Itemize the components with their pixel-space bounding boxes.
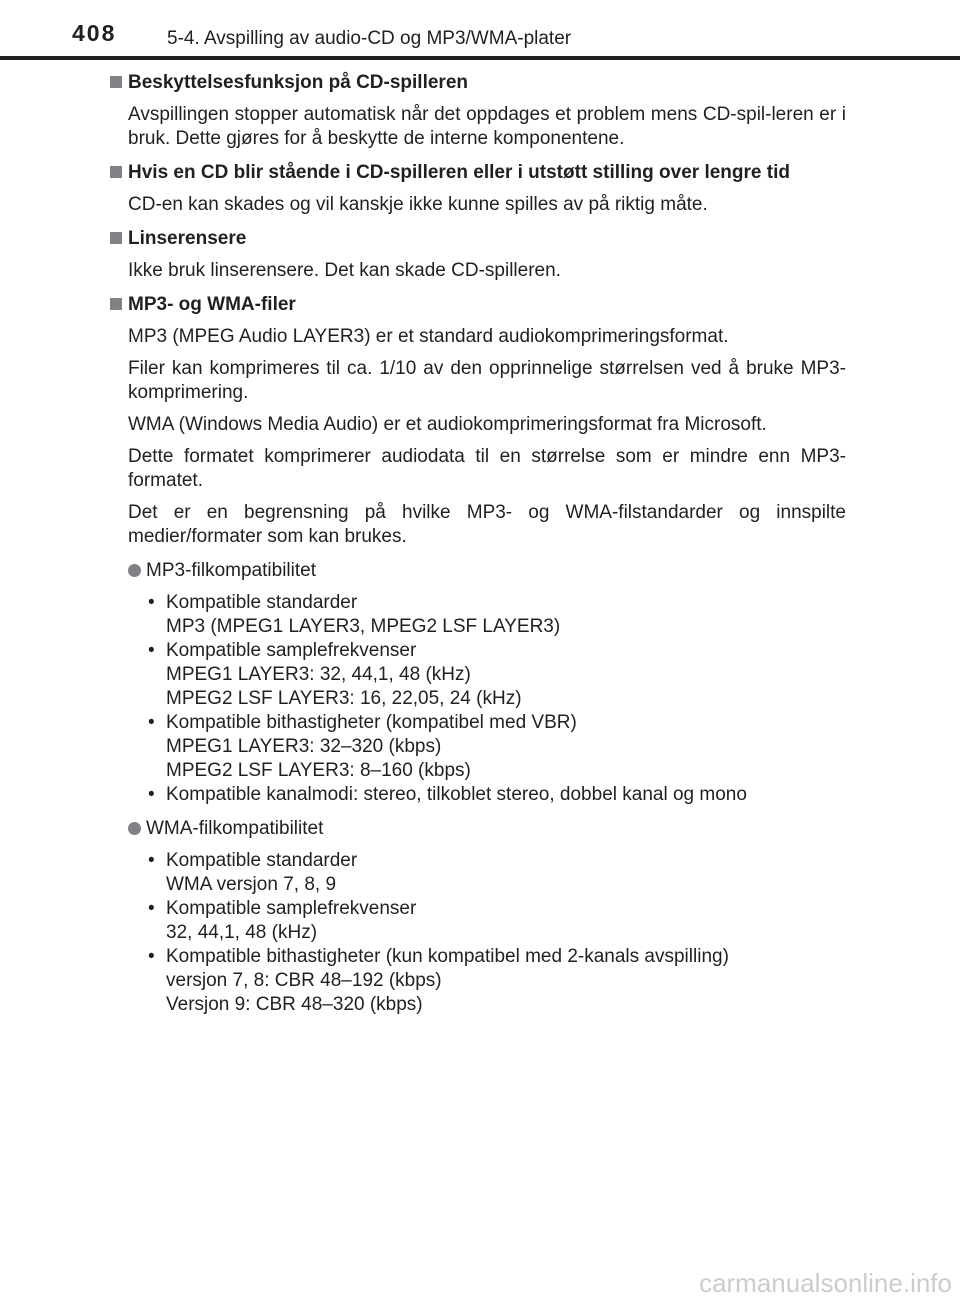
list-item <box>146 591 846 639</box>
mp3-compat-list <box>146 591 846 807</box>
circle-bullet-icon <box>128 822 141 835</box>
section-cd-protection <box>110 71 846 151</box>
paragraph: Ikke bruk linserensere. Det kan skade CD-spilleren. <box>128 260 561 281</box>
list-line: WMA versjon 7, 8, 9 <box>166 874 337 895</box>
paragraph: Dette formatet komprimerer audiodata til en størrelse som er mindre enn MP3-formatet. <box>128 446 846 491</box>
list-item <box>146 783 846 807</box>
list-line: Versjon 9: CBR 48–320 (kbps) <box>166 994 423 1015</box>
section-lens-cleaners <box>110 227 846 283</box>
list-line: Kompatible standarder <box>166 850 358 871</box>
list-item <box>146 945 846 1017</box>
list-line: Kompatible samplefrekvenser <box>166 898 417 919</box>
wma-compat-list <box>146 849 846 1017</box>
list-line: MPEG2 LSF LAYER3: 8–160 (kbps) <box>166 760 471 781</box>
square-bullet-icon <box>110 232 122 244</box>
header-rule <box>0 56 960 60</box>
bullet-dot-icon: • <box>148 946 155 967</box>
list-line: Kompatible bithastigheter (kompatibel med VBR) <box>166 712 577 733</box>
bullet-dot-icon: • <box>148 784 155 805</box>
chapter-title: 5-4. Avspilling av audio-CD og MP3/WMA-plater <box>167 28 572 49</box>
bullet-dot-icon: • <box>148 592 155 613</box>
section-title <box>110 71 846 95</box>
bullet-dot-icon: • <box>148 640 155 661</box>
paragraph: MP3 (MPEG Audio LAYER3) er et standard audiokomprimeringsformat. <box>128 326 729 347</box>
list-line: Kompatible standarder <box>166 592 358 613</box>
subsection-title: WMA-filkompatibilitet <box>146 818 324 839</box>
subsection-wma-compat <box>128 817 846 841</box>
square-bullet-icon <box>110 76 122 88</box>
section-mp3-wma <box>110 293 846 1017</box>
list-line: MPEG1 LAYER3: 32–320 (kbps) <box>166 736 442 757</box>
list-line: versjon 7, 8: CBR 48–192 (kbps) <box>166 970 442 991</box>
section-title-text: Hvis en CD blir stående i CD-spilleren eller i utstøtt stilling over lengre tid <box>128 162 790 183</box>
subsection-title: MP3-filkompatibilitet <box>146 560 316 581</box>
circle-bullet-icon <box>128 564 141 577</box>
list-line: Kompatible bithastigheter (kun kompatibel med 2-kanals avspilling) <box>166 946 729 967</box>
list-item <box>146 849 846 897</box>
list-line: 32, 44,1, 48 (kHz) <box>166 922 318 943</box>
list-item <box>146 897 846 945</box>
list-line: MP3 (MPEG1 LAYER3, MPEG2 LSF LAYER3) <box>166 616 561 637</box>
paragraph: Avspillingen stopper automatisk når det oppdages et problem mens CD-spil-leren er i bruk. Dette gjøres for å beskytte de interne komponentene. <box>128 104 846 149</box>
section-title-text: Linserensere <box>128 228 247 249</box>
list-line: Kompatible kanalmodi: stereo, tilkoblet stereo, dobbel kanal og mono <box>166 784 747 805</box>
paragraph: CD-en kan skades og vil kanskje ikke kunne spilles av på riktig måte. <box>128 194 708 215</box>
bullet-dot-icon: • <box>148 850 155 871</box>
section-title <box>110 227 846 251</box>
section-title <box>110 293 846 317</box>
subsection-mp3-compat <box>128 559 846 583</box>
page-content <box>110 71 846 1027</box>
bullet-dot-icon: • <box>148 712 155 733</box>
bullet-dot-icon: • <box>148 898 155 919</box>
paragraph: Filer kan komprimeres til ca. 1/10 av den opprinnelige størrelsen ved å bruke MP3-komprimering. <box>128 358 846 403</box>
list-item <box>146 711 846 783</box>
paragraph: Det er en begrensning på hvilke MP3- og WMA-filstandarder og innspilte medier/formater som kan brukes. <box>128 502 846 547</box>
section-title-text: Beskyttelsesfunksjon på CD-spilleren <box>128 72 468 93</box>
square-bullet-icon <box>110 166 122 178</box>
list-line: MPEG2 LSF LAYER3: 16, 22,05, 24 (kHz) <box>166 688 522 709</box>
paragraph: WMA (Windows Media Audio) er et audiokomprimeringsformat fra Microsoft. <box>128 414 767 435</box>
list-line: Kompatible samplefrekvenser <box>166 640 417 661</box>
list-line: MPEG1 LAYER3: 32, 44,1, 48 (kHz) <box>166 664 471 685</box>
list-item <box>146 639 846 711</box>
section-title <box>110 161 846 185</box>
section-title-text: MP3- og WMA-filer <box>128 294 296 315</box>
page-number: 408 <box>72 20 117 46</box>
square-bullet-icon <box>110 298 122 310</box>
section-cd-stuck <box>110 161 846 217</box>
watermark-logo: carmanualsonline.info <box>699 1268 952 1298</box>
